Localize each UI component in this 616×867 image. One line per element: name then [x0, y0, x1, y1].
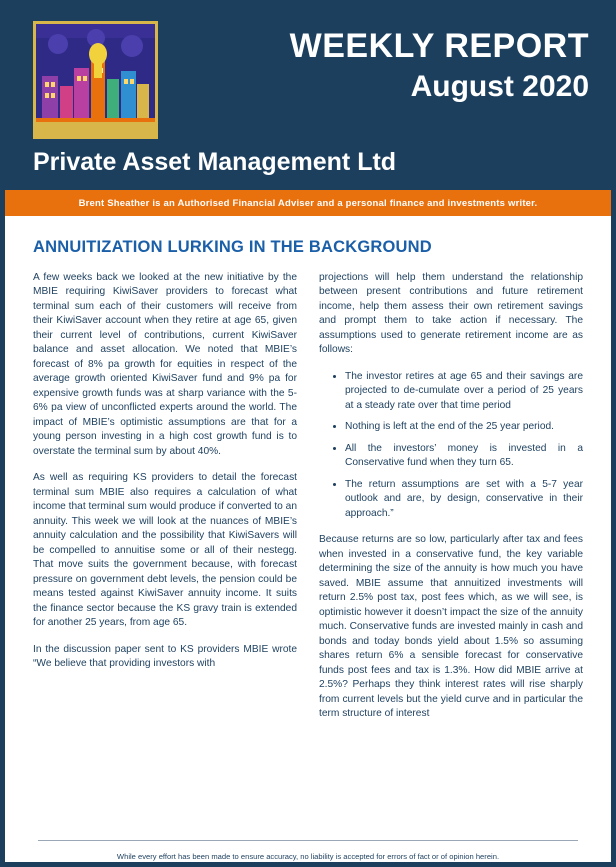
document-header	[5, 5, 611, 190]
list-item: • The investor retires at age 65 and their savings are projected to de-cumulate over a period of 25 years at a steady rate over that time period	[345, 370, 583, 413]
paragraph: In the discussion paper sent to KS providers MBIE wrote “We believe that providing investors with	[33, 643, 297, 670]
footer-divider	[38, 840, 578, 841]
left-column	[33, 271, 297, 734]
adviser-disclosure-text: Brent Sheather is an Authorised Financial Adviser and a personal finance and investments writer.	[78, 197, 538, 209]
company-logo	[33, 21, 158, 139]
article-body	[5, 216, 611, 836]
right-column	[319, 271, 583, 734]
city-skyline-icon	[36, 24, 155, 136]
adviser-disclosure-strip	[5, 190, 611, 216]
list-item: • The return assumptions are set with a 5-7 year outlook and are, by design, conservative in their approach.”	[345, 478, 583, 521]
page-title: WEEKLY REPORT	[289, 27, 589, 65]
list-item: • Nothing is left at the end of the 25 year period.	[345, 420, 583, 434]
report-date: August 2020	[410, 69, 589, 103]
paragraph: projections will help them understand the relationship between present contributions and future retirement income, help them assess their own retirement savings and prompt them to take action if necessary. The assumptions used to generate retirement income are as follows:	[319, 272, 583, 356]
two-column-layout	[33, 271, 583, 734]
paragraph: Because returns are so low, particularly after tax and fees when invested in a conservative fund, the key variable determining the size of the annuity is how much you have saved. MBIE assume that annuitized investments will return 2.5% post tax, post fees which, as we will see, is optimistic however it doesn’t impact the size of the annuity much. Conservative funds are invested mainly in cash and bonds and today bonds yield about 1.5% so assuming shares return 6% a sensible forecast for conservative funds post fees and tax is 1.3%. How did MBIE arrive at 2.5%? Perhaps they think interest rates will rise sharply from current levels but the yield curve and in particular the term structure of interest	[319, 534, 583, 720]
header-title-block	[290, 29, 589, 102]
company-name: Private Asset Management Ltd	[33, 148, 397, 176]
paragraph: As well as requiring KS providers to detail the forecast terminal sum MBIE also requires a calculation of what income that terminal sum would produce if converted to an annuity. This week we will look at the nuances of MBIE’s annuity calculation and the possibility that KiwiSavers will be compelled to annuitise some or all of their nestegg. That move suits the government because, with forecast pressure on government debt levels, the pension could be means tested against KiwiSaver annuity income. It suits the finance sector because the KS gravy train is extended for another 25 years, from age 65.	[33, 472, 297, 629]
footer-disclaimer: While every effort has been made to ensure accuracy, no liability is accepted for errors of fact or of opinion herein.	[116, 852, 500, 861]
article-title: ANNUITIZATION LURKING IN THE BACKGROUND	[33, 238, 432, 256]
list-item: • All the investors’ money is invested in a Conservative fund when they turn 65.	[345, 442, 583, 471]
document-footer	[5, 836, 611, 867]
paragraph: A few weeks back we looked at the new initiative by the MBIE requiring KiwiSaver providers to forecast what terminal sum each of their customers will receive from their KiwiSaver account when they retire at age 65, given their current level of contributions, current KiwiSaver balance and asset allocation. We noted that MBIE’s forecast of 8% pa growth for equities in respect of the average growth oriented KiwiSaver fund and 9% pa for expensive growth funds was at sharp variance with the 5-6% pa view of unconflicted experts around the world. The impact of MBIE’s optimistic assumptions are that for a young person investing in a high cost growth fund is to overstate the terminal sum by about 40%.	[33, 272, 297, 457]
assumptions-list	[319, 370, 583, 521]
